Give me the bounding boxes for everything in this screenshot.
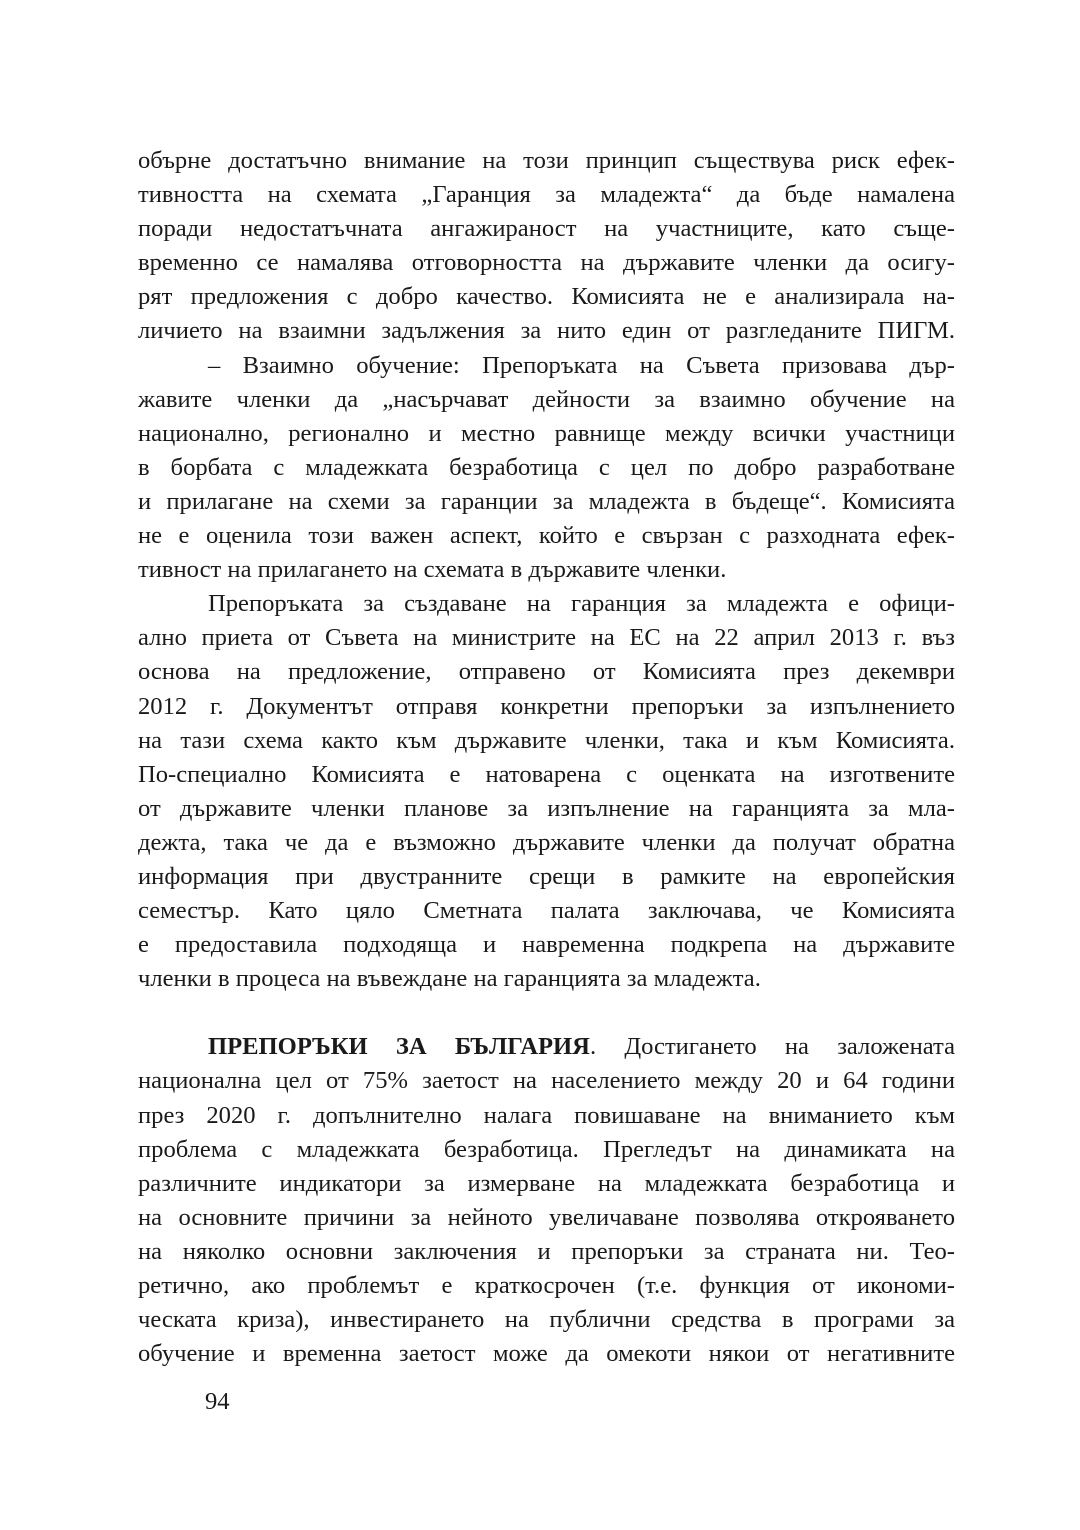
text-line: проблема с младежката безработица. Прегледът на динамиката на — [138, 1135, 955, 1163]
text-line: от държавите членки планове за изпълнение на гаранцията за мла- — [138, 794, 955, 822]
text-line: поради недостатъчната ангажираност на участниците, като съще- — [138, 215, 955, 243]
text-line: и прилагане на схеми за гаранции за младежта в бъдеще“. Комисията — [138, 487, 955, 515]
section-gap — [138, 996, 955, 1030]
text-line: – Взаимно обучение: Препоръката на Съвета призовава дър- — [208, 351, 955, 379]
text-line: информация при двустранните срещи в рамките на европейския — [138, 862, 955, 890]
body-text — [138, 144, 955, 1371]
text-line: тивността на схемата „Гаранция за младежта“ да бъде намалена — [138, 181, 955, 209]
text-line: обърне достатъчно внимание на този принцип съществува риск ефек- — [138, 147, 955, 174]
text-line: временно се намалява отговорността на държавите членки да осигу- — [138, 249, 955, 277]
text-line: национално, регионално и местно равнище между всички участници — [138, 419, 955, 447]
page-number: 94 — [205, 1388, 230, 1415]
section-heading: ПРЕПОРЪКИ ЗА БЪЛГАРИЯ — [208, 1033, 590, 1061]
text-line: е предоставила подходяща и навременна подкрепа на държавите — [138, 931, 955, 959]
text-line: семестър. Като цяло Сметната палата заключава, че Комисията — [138, 897, 955, 925]
text-line: рят предложения с добро качество. Комисията не е анализирала на- — [138, 283, 955, 311]
text-line: Препоръката за създаване на гаранция за младежта е офици- — [208, 590, 955, 618]
heading-continuation: . Достигането на заложената — [589, 1033, 955, 1061]
text-line: основа на предложение, отправено от Комисията през декември — [138, 658, 955, 686]
text-line: ретично, ако проблемът е краткосрочен (т.е. функция от икономи- — [138, 1272, 955, 1299]
text-line: дежта, така че да е възможно държавите членки да получат обратна — [138, 828, 955, 856]
text-line: членки в процеса на въвеждане на гаранцията за младежта. — [138, 965, 761, 993]
text-line: на няколко основни заключения и препоръки за страната ни. Тео- — [138, 1237, 955, 1265]
text-line — [138, 1030, 955, 1064]
text-line: личието на взаимни задължения за нито един от разгледаните ПИГМ. — [138, 317, 955, 345]
text-line: през 2020 г. допълнително налага повишаване на вниманието към — [138, 1101, 955, 1129]
text-line: обучение и временна заетост може да омекоти някои от негативните — [138, 1340, 955, 1368]
text-line: национална цел от 75% заетост на населението между 20 и 64 години — [138, 1067, 955, 1095]
text-line: не е оценила този важен аспект, който е свързан с разходната ефек- — [138, 522, 955, 550]
text-line: различните индикатори за измерване на младежката безработица и — [138, 1169, 955, 1197]
text-line: ческата криза), инвестирането на публични средства в програми за — [138, 1306, 955, 1334]
text-line: в борбата с младежката безработица с цел по добро разработване — [138, 453, 955, 481]
text-line: тивност на прилагането на схемата в държавите членки. — [138, 556, 727, 584]
text-line: на тази схема както към държавите членки, така и към Комисията. — [138, 726, 955, 754]
text-line: ално приета от Съвета на министрите на ЕС на 22 април 2013 г. въз — [138, 624, 955, 652]
text-line: жавите членки да „насърчават дейности за взаимно обучение на — [138, 385, 955, 413]
text-line: на основните причини за нейното увеличаване позволява открояването — [138, 1203, 955, 1231]
text-line: По-специално Комисията е натоварена с оценката на изготвените — [138, 760, 955, 788]
text-line: 2012 г. Документът отправя конкретни препоръки за изпълнението — [138, 692, 955, 720]
